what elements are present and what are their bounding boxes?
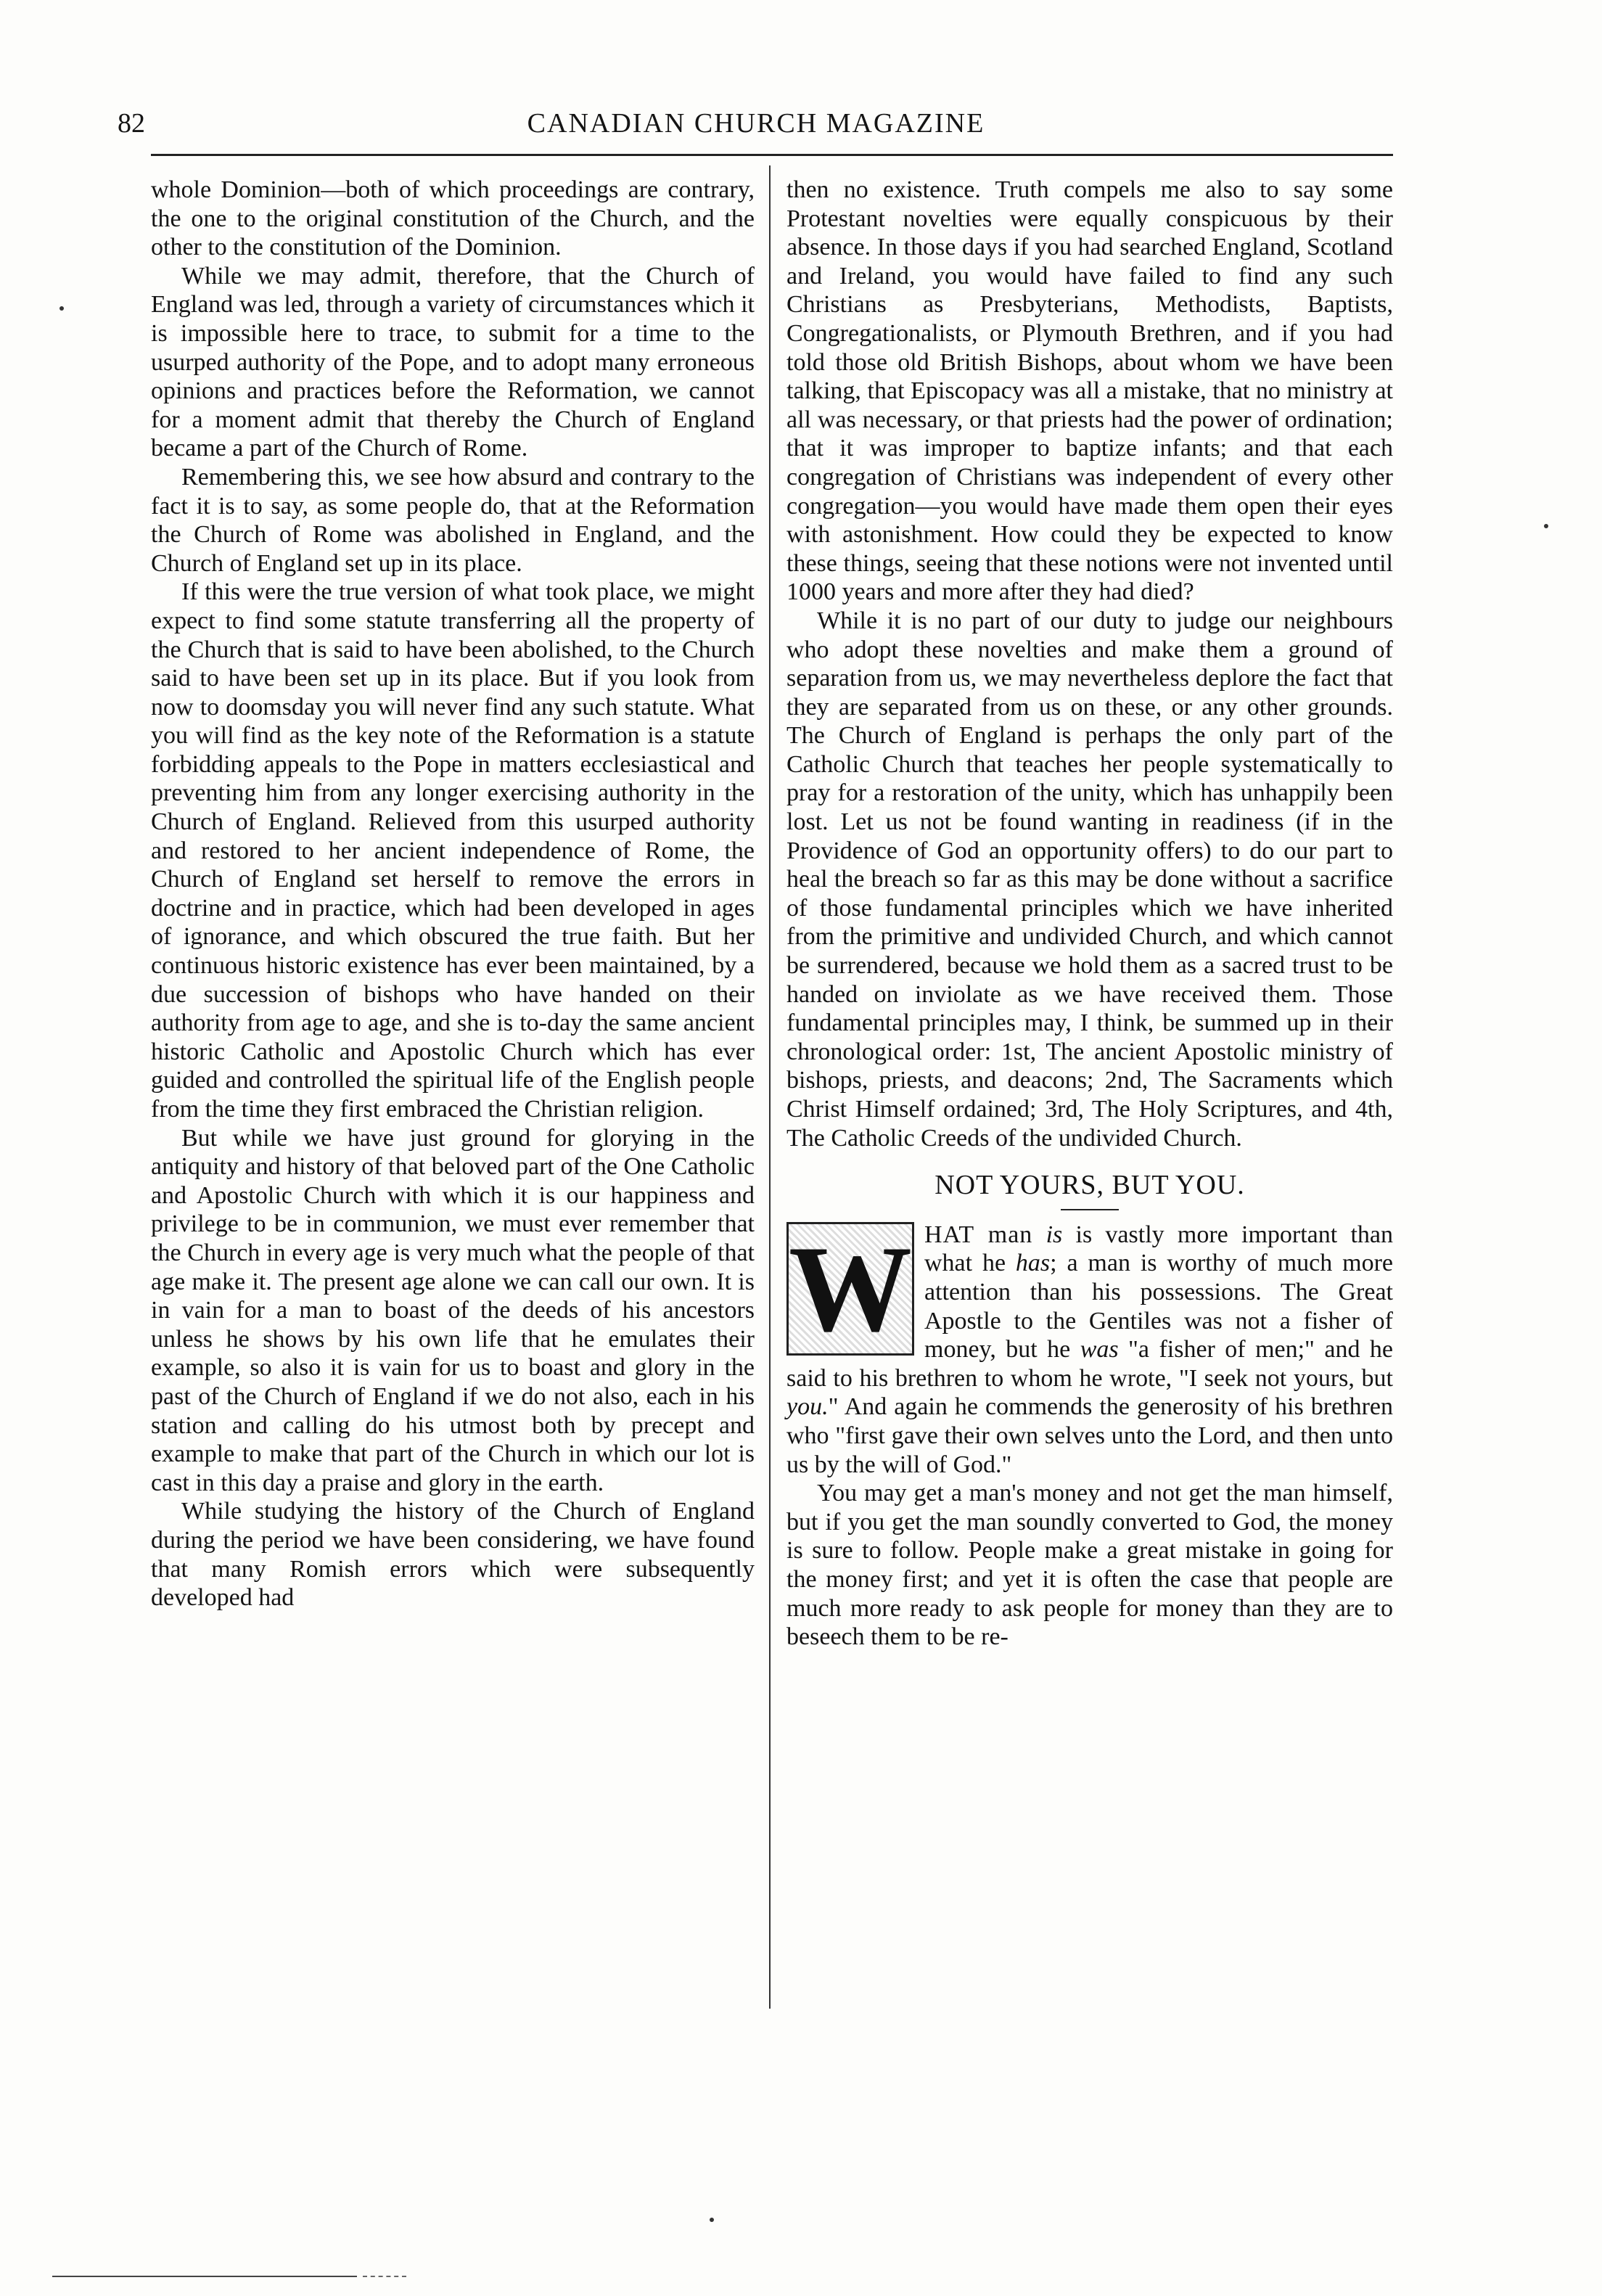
scan-speck <box>710 2218 714 2222</box>
scan-speck <box>59 306 64 311</box>
italic-word: you. <box>786 1393 829 1421</box>
paragraph: While we may admit, therefore, that the Church of England was led, through a variety of circumstances which it is impossible here to trace, to submit for a time to the usurped authority of the Pope, and to adopt many erroneous opinions and practices before the Reformation, we cannot for a moment admit that thereby the Church of England became a part of the Church of Rome. <box>151 262 755 462</box>
left-column <box>151 176 755 1612</box>
text-run: ; a man is worthy of much more attention than his possessions. The Great Apostle to the Gentiles was not a fisher of money, but he <box>924 1250 1394 1364</box>
italic-word: was <box>1080 1336 1119 1364</box>
page-header <box>118 107 1394 144</box>
right-column <box>786 176 1393 1652</box>
text-run: "a fisher of men;" and he said to his brethren to whom he wrote, "I seek not yours, but <box>786 1336 1393 1392</box>
column-divider <box>769 165 771 2009</box>
paragraph: While it is no part of our duty to judge our neighbours who adopt these novelties and make them a ground of separation from us, we may nevertheless deplore the fact that they are separated from us on these, or any other grounds. The Church of England is perhaps the only part of the Catholic Church that teaches her people systematically to pray for a restoration of the unity, which has unhappily been lost. Let us not be found wanting in readiness (if in the Providence of God an opportunity offers) to do our part to heal the breach so far as this may be done without a sacrifice of those fundamental principles which we have inherited from the primitive and undivided Church, and which cannot be surrendered, because we hold them as a sacred trust to be handed on inviolate as we have received them. Those fundamental principles may, I think, be summed up in their chronological order: 1st, The ancient Apostolic ministry of bishops, priests, and deacons; 2nd, The Sacraments which Christ Himself ordained; 3rd, The Holy Scriptures, and 4th, The Catholic Creeds of the undivided Church. <box>786 607 1393 1152</box>
footer-rule-dashed <box>363 2276 406 2277</box>
drop-cap-letter: W <box>789 1220 912 1357</box>
italic-word: has <box>1015 1250 1051 1277</box>
section-heading: NOT YOURS, BUT YOU. <box>934 1170 1245 1201</box>
opening-words: HAT man <box>924 1221 1033 1248</box>
text-run: is vastly more important than what he <box>924 1221 1394 1277</box>
running-title: CANADIAN CHURCH MAGAZINE <box>527 108 985 139</box>
header-rule <box>151 154 1393 156</box>
scan-speck <box>1544 524 1548 528</box>
heading-rule <box>1061 1209 1119 1210</box>
italic-word: is <box>1046 1221 1063 1248</box>
paragraph: If this were the true version of what took place, we might expect to find some statute transferring all the property of the Church that is said to have been abolished, to the Church said to have been set up in its place. But if you look from now to doomsday you will never find any such statute. What you will find as the key note of the Reformation is a statute forbidding appeals to the Pope in matters ecclesiastical and preventing him from any longer exercising authority in the Church of England. Relieved from this usurped authority and restored to her ancient independence of Rome, the Church of England set herself to remove the errors in doctrine and in practice, which had been developed in ages of ignorance, and which obscured the true faith. But her continuous historic existence has ever been maintained, by a due succession of bishops who have handed on their authority from age to age, and she is to-day the same ancient historic Catholic and Apostolic Church which has ever guided and controlled the spiritual life of the English people from the time they first embraced the Christian religion. <box>151 578 755 1123</box>
paragraph: You may get a man's money and not get the man himself, but if you get the man soundly converted to God, the money is sure to follow. People make a great mistake in going for the money first; and yet it is often the case that people are much more ready to ask people for money than they are to beseech them to be re- <box>786 1480 1393 1651</box>
paragraph: But while we have just ground for glorying in the antiquity and history of that beloved part of the One Catholic and Apostolic Church with which it is our happiness and privilege to be in communion, we must ever remember that the Church in every age is very much what the people of that age make it. The present age alone we can call our own. It is in vain for a man to boast of the deeds of his ancestors unless he shows by his own life that he emulates their example, so also it is vain for us to boast and glory in the past of the Church of England if we do not also, each in his station and calling do his utmost both by precept and example to make that part of the Church in which our lot is cast in this day a praise and glory in the earth. <box>151 1124 755 1496</box>
paragraph: While studying the history of the Church of England during the period we have been considering, we have found that many Romish errors which were subsequently developed had <box>151 1498 755 1612</box>
article-opening-paragraph <box>786 1221 1393 1479</box>
footer-rule <box>52 2276 357 2277</box>
text-run: " And again he commends the generosity of his brethren who "first gave their own selves unto the Lord, and then unto us by the will of God." <box>786 1393 1393 1478</box>
paragraph: then no existence. Truth compels me also to say some Protestant novelties were equally conspicuous by their absence. In those days if you had searched England, Scotland and Ireland, you would have failed to find any such Christians as Presbyterians, Methodists, Baptists, Congregationalists, or Plymouth Brethren, and if you had told those old British Bishops, about whom we have been talking, that Episcopacy was all a mistake, that no ministry at all was necessary, or that priests had the power of ordination; that it was improper to baptize infants; and that each congregation of Christians was independent of every other congregation—you would have made them open their eyes with astonishment. How could they be expected to know these things, seeing that these notions were not invented until 1000 years and more after they had died? <box>786 176 1393 606</box>
ornamental-drop-cap <box>786 1222 914 1356</box>
paragraph: whole Dominion—both of which proceedings are contrary, the one to the original constitution of the Church, and the other to the constitution of the Dominion. <box>151 176 755 261</box>
page-number: 82 <box>118 108 145 139</box>
paragraph: Remembering this, we see how absurd and contrary to the fact it is to say, as some people do, that at the Reformation the Church of Rome was abolished in England, and the Church of England set up in its place. <box>151 463 755 577</box>
